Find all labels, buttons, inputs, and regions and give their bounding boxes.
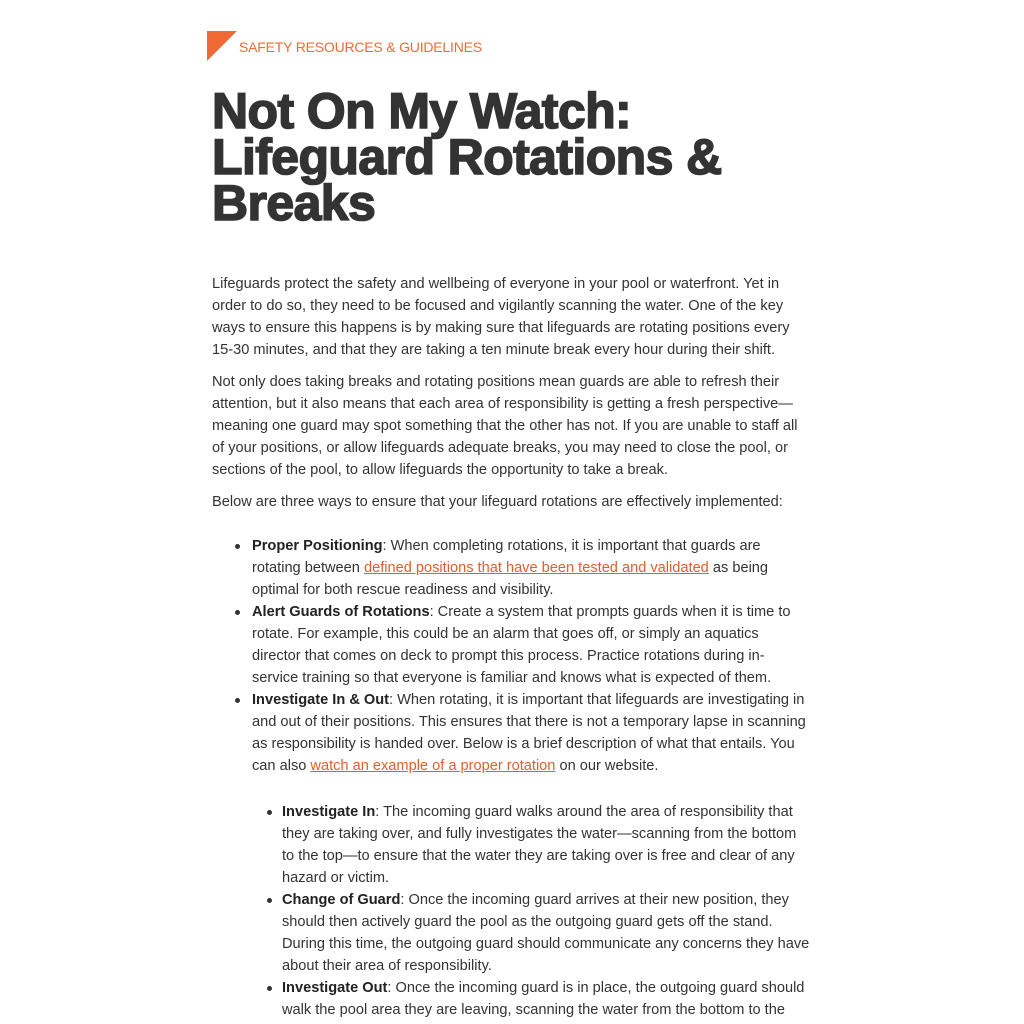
section-kicker: [207, 31, 482, 61]
orange-triangle-flag-icon: [207, 31, 237, 61]
list-item-term: Investigate In & Out: [252, 692, 390, 708]
list-item-text: as being optimal for both rescue readiness and visibility.: [252, 560, 769, 598]
bullet-icon: [235, 610, 240, 615]
investigate-steps-list: [282, 801, 810, 1021]
list-item-term: Change of Guard: [282, 892, 401, 908]
list-item-text: : The incoming guard walks around the area of responsibility that they are taking over, and fully investigates the water—scanning from the bottom to the top—to ensure that the water they are taking over is free and clear of any hazard or victim.: [282, 804, 797, 886]
bullet-icon: [235, 698, 240, 703]
rotation-tips-list: [252, 535, 810, 777]
list-item-text: : Create a system that prompts guards when it is time to rotate. For example, this could be an alarm that goes off, or simply an aquatics director that comes on deck to prompt this process. Practice rotations during in-service training so that everyone is familiar and knows what is expected of them.: [252, 604, 791, 686]
rotation-video-link[interactable]: watch an example of a proper rotation: [310, 758, 556, 774]
list-item-text: : When rotating, it is important that lifeguards are investigating in and out of their positions. This ensures that there is not a temporary lapse in scanning as responsibility is handed over. Below is a brief description of what that entails. You can also: [252, 692, 806, 774]
list-item: [282, 801, 810, 889]
positions-link[interactable]: defined positions that have been tested and validated: [363, 560, 709, 576]
page-title: Not On My Watch: Lifeguard Rotations & Breaks: [212, 83, 722, 231]
list-item-term: Investigate Out: [282, 980, 388, 996]
list-item: [282, 977, 810, 1021]
list-item: [282, 889, 810, 977]
list-item: [252, 689, 810, 777]
paragraph-list-intro: Below are three ways to ensure that your lifeguard rotations are effectively implemented:: [212, 494, 783, 510]
paragraph-rotation: Not only does taking breaks and rotating positions mean guards are able to refresh their attention, but it also means that each area of responsibility is getting a fresh perspective—meaning one guard may spot something that the other has not. If you are unable to staff all of your positions, or allow lifeguards adequate breaks, you may need to close the pool, or sections of the pool, to allow lifeguards the opportunity to take a break.: [212, 374, 798, 478]
list-item: [252, 535, 810, 601]
bullet-icon: [267, 810, 272, 815]
list-item: [252, 601, 810, 689]
bullet-icon: [267, 898, 272, 903]
list-item-term: Alert Guards of Rotations: [252, 604, 430, 620]
article-body: [212, 273, 810, 1021]
kicker-label: SAFETY RESOURCES & GUIDELINES: [239, 39, 482, 55]
list-item-term: Investigate In: [282, 804, 376, 820]
list-item-term: Proper Positioning: [252, 538, 383, 554]
list-item-text: : Once the incoming guard is in place, the outgoing guard should walk the pool area they are leaving, scanning the water from the bottom to the: [282, 980, 805, 1018]
list-item-text: : When completing rotations, it is important that guards are rotating between: [252, 538, 761, 576]
list-item-text: : Once the incoming guard arrives at their new position, they should then actively guard the pool as the outgoing guard gets off the stand. During this time, the outgoing guard should communicate any concerns they have about their area of responsibility.: [282, 892, 810, 974]
paragraph-intro: Lifeguards protect the safety and wellbeing of everyone in your pool or waterfront. Yet in order to do so, they need to be focused and vigilantly scanning the water. One of the key ways to ensure this happens is by making sure that lifeguards are rotating positions every 15-30 minutes, and that they are taking a ten minute break every hour during their shift.: [212, 276, 790, 358]
bullet-icon: [235, 544, 240, 549]
list-item-text: on our website.: [555, 758, 659, 774]
bullet-icon: [267, 986, 272, 991]
